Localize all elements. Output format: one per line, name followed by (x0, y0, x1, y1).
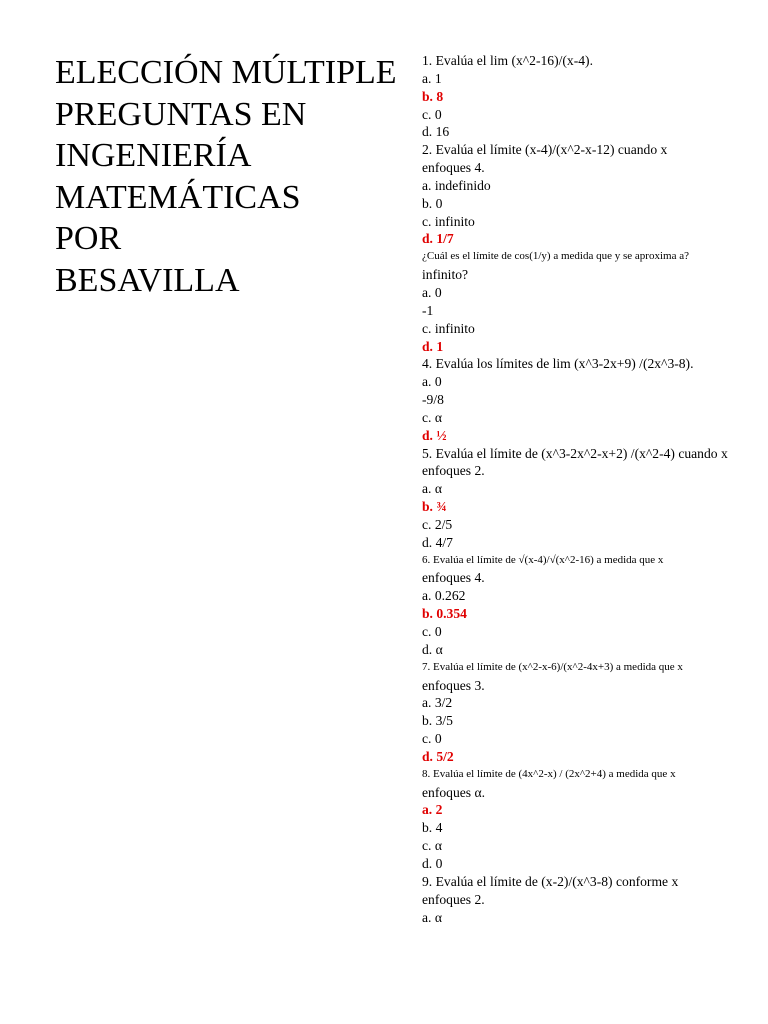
title-line: BESAVILLA (55, 261, 240, 299)
question-line: 4. Evalúa los límites de lim (x^3-2x+9) /(2x^3-8). (422, 356, 694, 372)
question-line: 9. Evalúa el límite de (x-2)/(x^3-8) conforme x (422, 873, 679, 889)
question-line: c. 0 (422, 106, 442, 122)
question-line: 2. Evalúa el límite (x-4)/(x^2-x-12) cuando x (422, 142, 668, 158)
question-line: 6. Evalúa el límite de √(x-4)/√(x^2-16) a medida que x (422, 553, 664, 566)
correct-answer-line: d. 1/7 (422, 231, 454, 247)
correct-answer-line: d. ½ (422, 427, 447, 443)
question-line: c. 0 (422, 731, 442, 747)
correct-answer-line: b. ¾ (422, 499, 447, 515)
question-line: b. 0 (422, 195, 443, 211)
question-line: d. α (422, 641, 443, 657)
question-line: enfoques 4. (422, 160, 485, 176)
question-line: enfoques 2. (422, 891, 485, 907)
question-line: b. 4 (422, 820, 443, 836)
question-line: c. 2/5 (422, 516, 453, 532)
question-line: enfoques 3. (422, 677, 485, 693)
question-line: a. α (422, 909, 442, 925)
question-line: infinito? (422, 267, 469, 283)
question-line: c. infinito (422, 320, 475, 336)
correct-answer-line: b. 8 (422, 88, 444, 104)
question-line: d. 16 (422, 124, 450, 140)
question-line: b. 3/5 (422, 713, 453, 729)
page-title (55, 52, 415, 301)
question-line: 1. Evalúa el lim (x^2-16)/(x-4). (422, 53, 593, 68)
question-line: d. 0 (422, 855, 443, 871)
question-list (422, 52, 768, 926)
title-line: POR (55, 220, 122, 257)
question-line: a. indefinido (422, 177, 491, 193)
question-line: c. α (422, 409, 442, 425)
question-line: 7. Evalúa el límite de (x^2-x-6)/(x^2-4x+3) a medida que x (422, 660, 683, 673)
question-line: c. 0 (422, 624, 442, 639)
question-line: a. 3/2 (422, 695, 453, 711)
correct-answer-line: d. 5/2 (422, 748, 454, 764)
question-line: -9/8 (422, 392, 444, 408)
question-line: enfoques 2. (422, 463, 485, 479)
question-line: 5. Evalúa el límite de (x^3-2x^2-x+2) /(x^2-4) cuando x (422, 445, 728, 461)
question-line: a. 0.262 (422, 588, 466, 604)
question-line: c. α (422, 838, 442, 854)
question-line: ¿Cuál es el límite de cos(1/y) a medida que y se aproxima a? (422, 250, 689, 263)
question-line: c. infinito (422, 213, 475, 229)
question-line: d. 4/7 (422, 534, 453, 550)
question-line: enfoques α. (422, 784, 485, 800)
correct-answer-line: a. 2 (422, 802, 443, 818)
title-line: INGENIERÍA (55, 137, 252, 174)
question-line: a. 0 (422, 284, 442, 300)
question-line: a. 1 (422, 70, 442, 86)
title-line: ELECCIÓN MÚLTIPLE (55, 54, 397, 91)
title-line: PREGUNTAS EN (55, 95, 307, 133)
correct-answer-line: b. 0.354 (422, 606, 467, 622)
question-line: -1 (422, 302, 434, 318)
question-line: a. 0 (422, 374, 442, 390)
question-line: 8. Evalúa el límite de (4x^2-x) / (2x^2+4) a medida que x (422, 767, 676, 780)
correct-answer-line: d. 1 (422, 338, 444, 354)
question-line: enfoques 4. (422, 570, 485, 586)
title-line: MATEMÁTICAS (55, 178, 301, 216)
question-line: a. α (422, 481, 442, 497)
